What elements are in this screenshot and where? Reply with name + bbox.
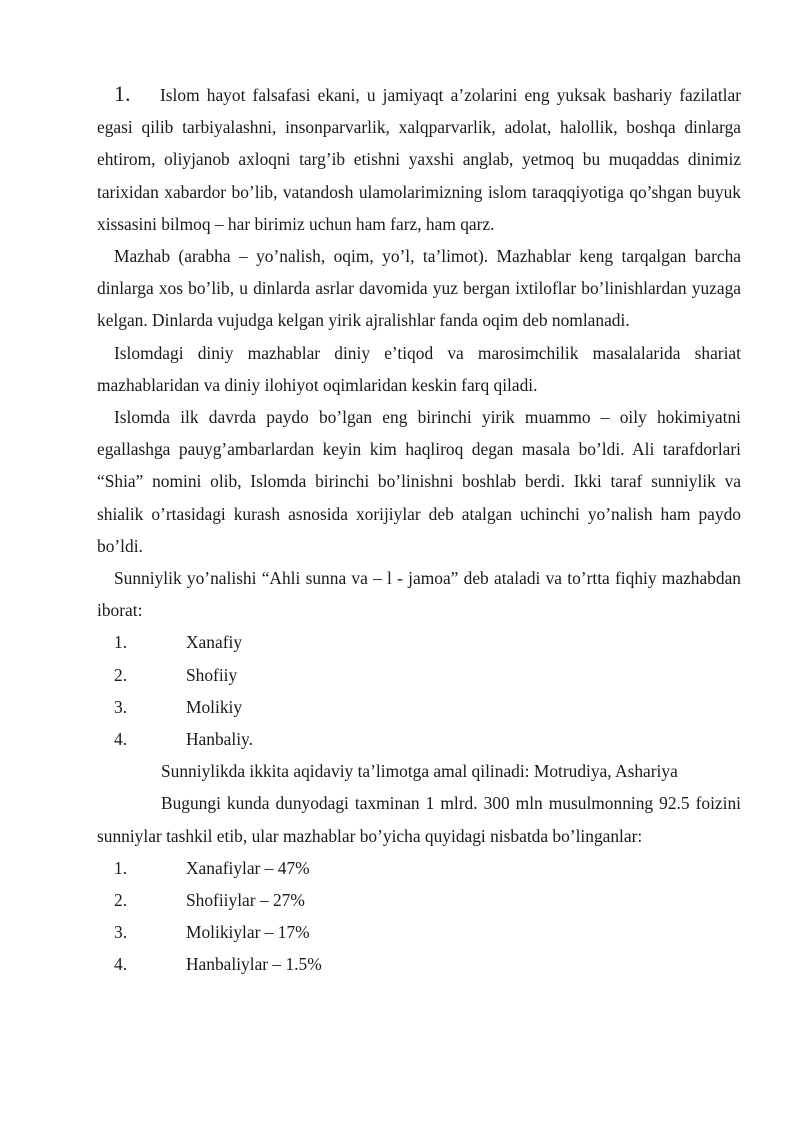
list-number: 4. — [114, 954, 128, 975]
list-item — [97, 948, 741, 980]
list-item — [97, 852, 741, 884]
list-item — [97, 884, 741, 916]
list-number: 2. — [114, 890, 128, 910]
list-label: Xanafiylar – 47% — [186, 857, 310, 878]
list-label: Molikiy — [186, 696, 243, 717]
list-number: 4. — [114, 729, 128, 750]
list-number: 3. — [114, 922, 128, 943]
intro-paragraph — [97, 78, 741, 240]
list-number: 2. — [114, 664, 128, 685]
list-label: Hanbaliy. — [186, 729, 253, 750]
list-item — [97, 626, 741, 658]
paragraph-statistics: Bugungi kunda dunyodagi taxminan 1 mlrd. 300 mln musulmonning 92.5 foizini sunniylar tashkil etib, ular mazhablar bo’yicha quyidagi nisbatda bo’linganlar: — [97, 793, 741, 846]
paragraph-islamic-mazhabs: Islomdagi diniy mazhablar diniy e’tiqod va marosimchilik masalalarida shariat mazhablaridan va diniy ilohiyot oqimlaridan keskin farq qiladi. — [97, 342, 741, 395]
list-item — [97, 916, 741, 948]
share-list — [97, 852, 741, 981]
document-body — [97, 78, 741, 981]
list-label: Hanbaliylar – 1.5% — [186, 954, 322, 975]
list-number: 1. — [114, 857, 128, 878]
list-item — [97, 659, 741, 691]
madhhab-list — [97, 626, 741, 755]
list-label: Xanafiy — [186, 632, 243, 653]
intro-number: 1. — [114, 81, 131, 106]
intro-text: Islom hayot falsafasi ekani, u jamiyaqt a’zolarini eng yuksak bashariy fazilatlar egasi qilib tarbiyalashni, insonparvarlik, xalqparvarlik, adolat, halollik, boshqa dinlarga ehtirom, oliyjanob axloqni targ’ib etishni yaxshi anglab, yetmoq bu muqaddas dinimiz tarixidan xabardor bo’lib, vatandosh ulamolarimizning islom taraqqiyotiga qo’shgan buyuk xissasini bilmoq – har birimiz uchun ham farz, ham qarz. — [97, 85, 741, 234]
list-item — [97, 691, 741, 723]
list-number: 3. — [114, 696, 128, 717]
list-label: Molikiylar – 17% — [186, 922, 310, 943]
list-number: 1. — [114, 632, 128, 653]
list-item — [97, 723, 741, 755]
paragraph-aqida: Sunniylikda ikkita aqidaviy ta’limotga amal qilinadi: Motrudiya, Ashariya — [161, 761, 678, 782]
paragraph-mazhab-definition: Mazhab (arabha – yo’nalish, oqim, yo’l, ta’limot). Mazhablar keng tarqalgan barcha dinlarga xos bo’lib, u dinlarda asrlar davomida yuz bergan ixtiloflar bo’linishlardan yuzaga kelgan. Dinlarda vujudga kelgan yirik ajralishlar fanda oqim deb nomlanadi. — [97, 246, 741, 331]
list-label: Shofiiylar – 27% — [186, 890, 305, 910]
paragraph-sunni-direction: Sunniylik yo’nalishi “Ahli sunna va – l - jamoa” deb ataladi va to’rtta fiqhiy mazhabdan iborat: — [97, 568, 741, 621]
paragraph-first-schism: Islomda ilk davrda paydo bo’lgan eng birinchi yirik muammo – oily hokimiyatni egallashga pauyg’ambarlardan keyin kim haqliroq degan masala bo’ldi. Ali tarafdorlari “Shia” nomini olib, Islomda birinchi bo’linishni boshlab berdi. Ikki taraf sunniylik va shialik o’rtasidagi kurash asnosida xorijiylar deb atalgan uchinchi yo’nalish ham paydo bo’ldi. — [97, 407, 741, 556]
list-label: Shofiiy — [186, 664, 238, 685]
